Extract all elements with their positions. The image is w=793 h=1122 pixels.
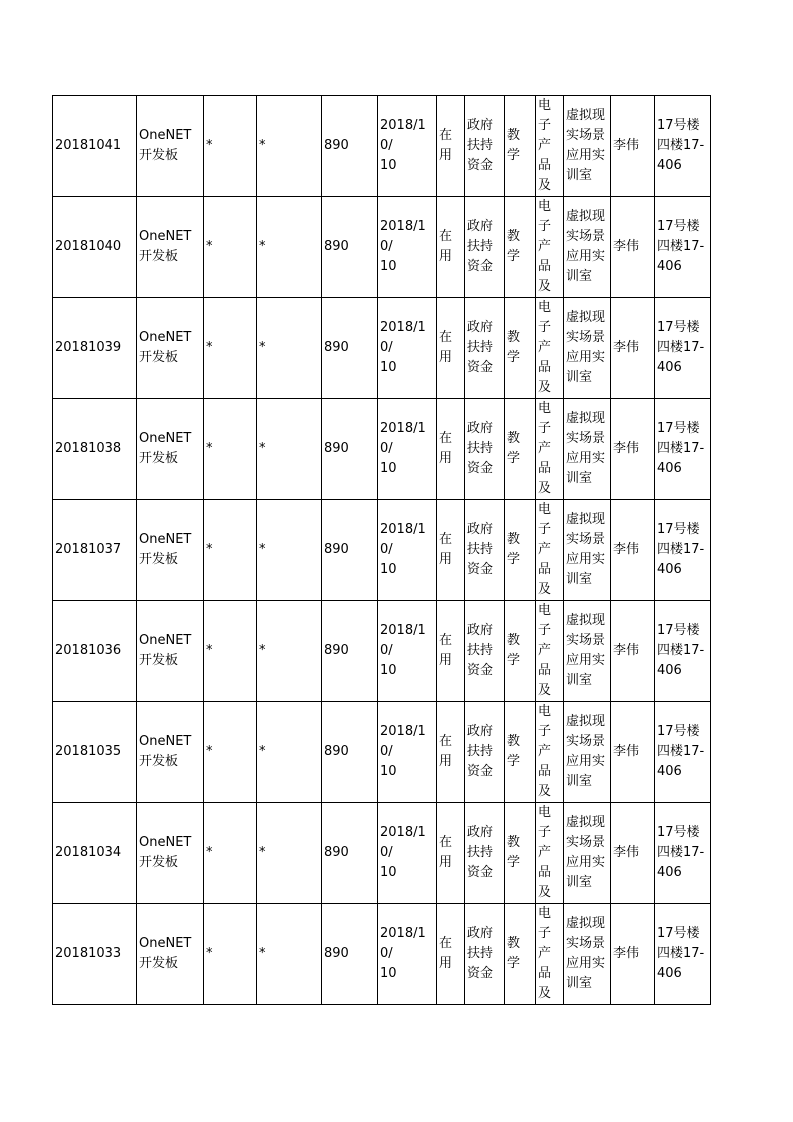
- price-cell: 890: [322, 702, 378, 803]
- room-cell: 虚拟现 实场景 应用实 训室: [564, 197, 611, 298]
- fund-source-cell: 政府 扶持 资金: [465, 399, 505, 500]
- asset-name-cell: OneNET 开发板: [137, 702, 204, 803]
- model-cell: *: [204, 96, 257, 197]
- status-cell: 在 用: [437, 399, 465, 500]
- room-cell: 虚拟现 实场景 应用实 训室: [564, 399, 611, 500]
- asset-name-cell: OneNET 开发板: [137, 601, 204, 702]
- model-cell: *: [204, 399, 257, 500]
- asset-id-cell: 20181038: [53, 399, 137, 500]
- location-cell: 17号楼 四楼17- 406: [655, 399, 711, 500]
- room-cell: 虚拟现 实场景 应用实 训室: [564, 702, 611, 803]
- price-cell: 890: [322, 298, 378, 399]
- model-cell: *: [204, 803, 257, 904]
- room-cell: 虚拟现 实场景 应用实 训室: [564, 298, 611, 399]
- asset-name-cell: OneNET 开发板: [137, 298, 204, 399]
- spec-cell: *: [257, 702, 322, 803]
- usage-cell: 教 学: [505, 197, 536, 298]
- spec-cell: *: [257, 601, 322, 702]
- table-row: [53, 702, 711, 803]
- asset-id-cell: 20181041: [53, 96, 137, 197]
- price-cell: 890: [322, 500, 378, 601]
- table-row: [53, 500, 711, 601]
- location-cell: 17号楼 四楼17- 406: [655, 702, 711, 803]
- keeper-cell: 李伟: [611, 601, 655, 702]
- purchase-date-cell: 2018/10/ 10: [378, 197, 437, 298]
- keeper-cell: 李伟: [611, 399, 655, 500]
- room-cell: 虚拟现 实场景 应用实 训室: [564, 803, 611, 904]
- location-cell: 17号楼 四楼17- 406: [655, 803, 711, 904]
- usage-cell: 教 学: [505, 702, 536, 803]
- category-cell: 电 子 产 品 及: [536, 197, 564, 298]
- fund-source-cell: 政府 扶持 资金: [465, 298, 505, 399]
- usage-cell: 教 学: [505, 399, 536, 500]
- keeper-cell: 李伟: [611, 702, 655, 803]
- asset-id-cell: 20181035: [53, 702, 137, 803]
- model-cell: *: [204, 500, 257, 601]
- location-cell: 17号楼 四楼17- 406: [655, 601, 711, 702]
- category-cell: 电 子 产 品 及: [536, 803, 564, 904]
- asset-name-cell: OneNET 开发板: [137, 96, 204, 197]
- table-row: [53, 298, 711, 399]
- price-cell: 890: [322, 399, 378, 500]
- status-cell: 在 用: [437, 904, 465, 1005]
- room-cell: 虚拟现 实场景 应用实 训室: [564, 500, 611, 601]
- room-cell: 虚拟现 实场景 应用实 训室: [564, 904, 611, 1005]
- asset-id-cell: 20181034: [53, 803, 137, 904]
- table-row: [53, 96, 711, 197]
- table-row: [53, 197, 711, 298]
- spec-cell: *: [257, 197, 322, 298]
- spec-cell: *: [257, 96, 322, 197]
- usage-cell: 教 学: [505, 601, 536, 702]
- keeper-cell: 李伟: [611, 96, 655, 197]
- asset-id-cell: 20181037: [53, 500, 137, 601]
- asset-name-cell: OneNET 开发板: [137, 904, 204, 1005]
- price-cell: 890: [322, 803, 378, 904]
- asset-table: [52, 95, 711, 1005]
- status-cell: 在 用: [437, 803, 465, 904]
- room-cell: 虚拟现 实场景 应用实 训室: [564, 601, 611, 702]
- purchase-date-cell: 2018/10/ 10: [378, 96, 437, 197]
- category-cell: 电 子 产 品 及: [536, 96, 564, 197]
- category-cell: 电 子 产 品 及: [536, 702, 564, 803]
- asset-id-cell: 20181033: [53, 904, 137, 1005]
- purchase-date-cell: 2018/10/ 10: [378, 500, 437, 601]
- price-cell: 890: [322, 96, 378, 197]
- category-cell: 电 子 产 品 及: [536, 298, 564, 399]
- purchase-date-cell: 2018/10/ 10: [378, 702, 437, 803]
- status-cell: 在 用: [437, 500, 465, 601]
- table-row: [53, 399, 711, 500]
- spec-cell: *: [257, 298, 322, 399]
- asset-name-cell: OneNET 开发板: [137, 399, 204, 500]
- location-cell: 17号楼 四楼17- 406: [655, 96, 711, 197]
- keeper-cell: 李伟: [611, 904, 655, 1005]
- price-cell: 890: [322, 197, 378, 298]
- table-row: [53, 803, 711, 904]
- status-cell: 在 用: [437, 96, 465, 197]
- status-cell: 在 用: [437, 601, 465, 702]
- usage-cell: 教 学: [505, 904, 536, 1005]
- asset-id-cell: 20181036: [53, 601, 137, 702]
- spec-cell: *: [257, 803, 322, 904]
- model-cell: *: [204, 197, 257, 298]
- location-cell: 17号楼 四楼17- 406: [655, 197, 711, 298]
- location-cell: 17号楼 四楼17- 406: [655, 298, 711, 399]
- purchase-date-cell: 2018/10/ 10: [378, 298, 437, 399]
- purchase-date-cell: 2018/10/ 10: [378, 601, 437, 702]
- usage-cell: 教 学: [505, 500, 536, 601]
- status-cell: 在 用: [437, 197, 465, 298]
- location-cell: 17号楼 四楼17- 406: [655, 500, 711, 601]
- price-cell: 890: [322, 601, 378, 702]
- category-cell: 电 子 产 品 及: [536, 399, 564, 500]
- purchase-date-cell: 2018/10/ 10: [378, 803, 437, 904]
- model-cell: *: [204, 298, 257, 399]
- spec-cell: *: [257, 500, 322, 601]
- asset-name-cell: OneNET 开发板: [137, 197, 204, 298]
- model-cell: *: [204, 702, 257, 803]
- category-cell: 电 子 产 品 及: [536, 601, 564, 702]
- fund-source-cell: 政府 扶持 资金: [465, 904, 505, 1005]
- table-row: [53, 601, 711, 702]
- fund-source-cell: 政府 扶持 资金: [465, 601, 505, 702]
- asset-name-cell: OneNET 开发板: [137, 803, 204, 904]
- keeper-cell: 李伟: [611, 197, 655, 298]
- spec-cell: *: [257, 399, 322, 500]
- table-body: [53, 96, 711, 1005]
- room-cell: 虚拟现 实场景 应用实 训室: [564, 96, 611, 197]
- asset-name-cell: OneNET 开发板: [137, 500, 204, 601]
- status-cell: 在 用: [437, 298, 465, 399]
- model-cell: *: [204, 601, 257, 702]
- fund-source-cell: 政府 扶持 资金: [465, 702, 505, 803]
- purchase-date-cell: 2018/10/ 10: [378, 399, 437, 500]
- spec-cell: *: [257, 904, 322, 1005]
- model-cell: *: [204, 904, 257, 1005]
- location-cell: 17号楼 四楼17- 406: [655, 904, 711, 1005]
- category-cell: 电 子 产 品 及: [536, 500, 564, 601]
- status-cell: 在 用: [437, 702, 465, 803]
- usage-cell: 教 学: [505, 96, 536, 197]
- usage-cell: 教 学: [505, 298, 536, 399]
- fund-source-cell: 政府 扶持 资金: [465, 197, 505, 298]
- fund-source-cell: 政府 扶持 资金: [465, 96, 505, 197]
- keeper-cell: 李伟: [611, 803, 655, 904]
- asset-id-cell: 20181040: [53, 197, 137, 298]
- price-cell: 890: [322, 904, 378, 1005]
- table-row: [53, 904, 711, 1005]
- keeper-cell: 李伟: [611, 500, 655, 601]
- usage-cell: 教 学: [505, 803, 536, 904]
- category-cell: 电 子 产 品 及: [536, 904, 564, 1005]
- fund-source-cell: 政府 扶持 资金: [465, 803, 505, 904]
- fund-source-cell: 政府 扶持 资金: [465, 500, 505, 601]
- asset-id-cell: 20181039: [53, 298, 137, 399]
- purchase-date-cell: 2018/10/ 10: [378, 904, 437, 1005]
- keeper-cell: 李伟: [611, 298, 655, 399]
